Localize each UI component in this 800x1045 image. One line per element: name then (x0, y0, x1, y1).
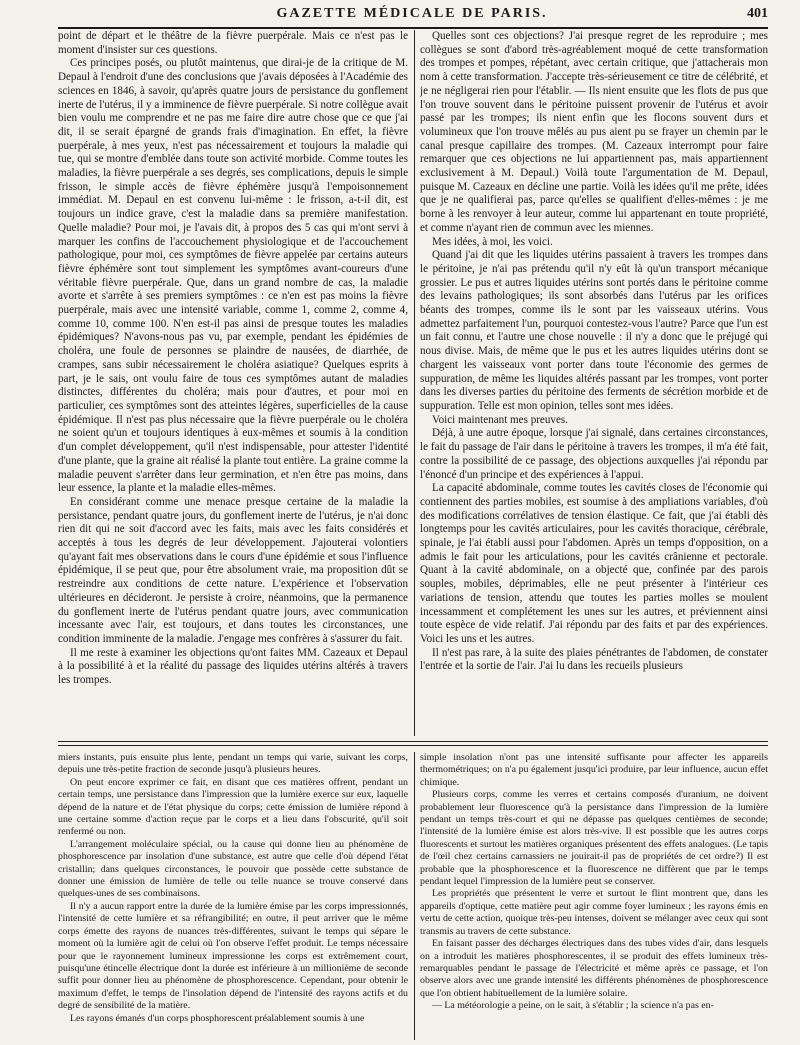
upper-left-column (58, 30, 408, 730)
paragraph: Les propriétés que présentent le verre et surtout le flint montrent que, dans les appareils d'optique, cette matière peut agir comme foyer lumineux ; les rayons émis en vertu de cette action, quoique très-peu intenses, doivent se mélanger avec ceux qui sont transmis au travers de cette substance. (420, 888, 768, 937)
paragraph: point de départ et le théâtre de la fièvre puerpérale. Mais ce n'est pas le moment d'insister sur ces questions. (58, 30, 408, 56)
journal-title: GAZETTE MÉDICALE DE PARIS. (276, 6, 548, 21)
paragraph: Il n'est pas rare, à la suite des plaies pénétrantes de l'abdomen, de constater l'entrée et la sortie de l'air. J'ai lu dans les recueils plusieurs (420, 646, 768, 673)
header-rule (58, 27, 768, 29)
paragraph: Quelles sont ces objections? J'ai presque regret de les reproduire ; mes collègues se sont d'abord très-agréablement moqué de cette transformation des trompes et pompes, répétant, avec certain critique, que j'attacherais mon nom à cette transformation. J'accepte très-sérieusement ce titre de célébrité, et je ne négligerai rien pour l'établir. — Ils nient ensuite que les flots de pus que l'on trouve souvent dans le péritoine puissent provenir de l'utérus et avoir passé par les trompes; ils nient enfin que les flocons souvent durs et volumineux que l'on trouve mêlés au pus aient pu se frayer un chemin par le canal presque capillaire des trompes. (M. Cazeaux interrompt pour faire remarquer que ces objections ne lui appartiennent pas, mais appartiennent exclusivement à M. Depaul.) Voilà toute l'argumentation de M. Depaul, puisque M. Cazeaux en décline une partie. Voilà les idées qu'il me prête, idées que je ne qualifierai pas, parce qu'elles se qualifient d'elles-mêmes : je me borne à les renvoyer à leur auteur, comme lui appartenant en toute propriété, et comme n'ayant rien de commun avec les miennes. (420, 30, 768, 234)
paragraph: Mes idées, à moi, les voici. (432, 235, 553, 248)
paragraph: La capacité abdominale, comme toutes les cavités closes de l'économie qui contiennent des parties mobiles, est soumise à des ampliations variables, d'où des modifications corrélatives de tension élastique. Ce fait, que j'ai établi dès longtemps pour les cavités articulaires, pour les cavités thoracique, cérébrale, spinale, je l'ai établi aussi pour l'abdomen. Après un temps d'opposition, on a admis le fait pour les articulations, pour les cavités crânienne et pectorale. Quant à la cavité abdominale, on a objecté que, confinée par des parois souples, mobiles, déprimables, elle ne peut présenter à l'intérieur ces variations de tension, attendu que toutes les parties molles se moulent incessamment et complétement les unes sur les autres, et préviennent ainsi toute espèce de vide relatif. J'ai répondu par des faits et par des expériences. Voici les uns et les autres. (420, 482, 768, 645)
paragraph: Ces principes posés, ou plutôt maintenus, que dirai-je de la critique de M. Depaul à l'endroit d'une des conclusions que j'avais déposées à l'Académie des sciences en 1846, à savoir, qu'après quatre jours de persistance du gonflement inerte de l'utérus, il y a imminence de fièvre puerpérale. Si notre collègue avait bien voulu me comprendre et ne pas me faire dire autre chose que ce que j'ai dit, il se serait épargné de grands frais d'imagination. En effet, la fièvre puerpérale, à mes yeux, n'est pas nécessairement et toujours la maladie qui tue, qui se montre d'emblée dans toute son activité morbide. Comme toutes les maladies, la fièvre puerpérale a ses degrés, ses complications, depuis le simple frisson, le simple accès de fièvre éphémère jusqu'à l'empoisonnement immédiat. M. Depaul en est convenu lui-même : le frisson, a-t-il dit, est toujours un indice grave, c'est la maladie dans sa première manifestation. Quelle maladie? Pour moi, je l'avais dit, à propos des 5 cas qui m'ont servi à marquer les confins de l'accouchement physiologique et de l'accouchement pathologique, pour moi, ces symptômes de fièvre appelée par certains auteurs fièvre éphémère sont tout simplement les symptômes avant-coureurs d'une véritable fièvre puerpérale. Que, dans un grand nombre de cas, la maladie avorte et s'arrête à ses premiers symptômes : ce n'en est pas moins la fièvre puerpérale, mais avec une intensité variable, comme 1, comme 2, comme 4, comme 10, comme 100. N'en est-il pas ainsi de presque toutes les maladies épidémiques? N'avons-nous pas vu, par exemple, pendant les épidémies de choléra, une foule de personnes se plaindre de nausées, de diarrhée, de crampes, sans subir nécessairement le choléra asiatique? Quelques esprits à part, je le sais, ont voulu faire de tous ces symptômes autant de maladies distinctes, différentes du choléra; mais pour d'autres, et pour moi en particulier, ces symptômes sont des atteintes légères, superficielles de la cause épidémique. Il n'est pas plus nécessaire que la fièvre puerpérale ou le choléra ne soient qu'un et toujours identiques à eux-mêmes et soumis à la condition d'un complet développement, qu'il n'est indispensable, pour attester l'identité d'une plante, que la graine ait réalisé la plante tout entière. La graine comme la maladie peuvent s'arrêter dans leur germination, et n'en être pas moins, dans leur essence, la plante et la maladie elles-mêmes. (58, 57, 408, 495)
paragraph: Quand j'ai dit que les liquides utérins passaient à travers les trompes dans le péritoine, je n'ai pas prétendu qu'il n'y eût là qu'un transport mécanique grossier. Le pus et autres liquides utérins sont portés dans le péritoine comme des levains pathologiques; ils sont absorbés dans l'utérus par les orifices béants des trompes, comme ils le sont par les vaisseaux utérins. Vous admettez parfaitement l'un, pourquoi contestez-vous l'autre? Parce que l'un est un fait connu, et l'autre une chose nouvelle : il n'y a donc que le préjugé qui nous divise. Mais, de même que le pus et les autres liquides utérins dont se chargent les vaisseaux vont porter dans toute l'économie des germes de suppuration, de même les liquides altérés passant par les trompes, vont porter dans les diverses parties du péritoine des ferments de sécrétion morbide et de suppuration. Telle est mon opinion, telles sont mes idées. (420, 249, 768, 412)
column-divider-lower (414, 752, 415, 1040)
paragraph: Il me reste à examiner les objections qu'ont faites MM. Cazeaux et Depaul à la possibilité à et la réalité du passage des liquides utérins altérés à travers les trompes. (58, 646, 408, 687)
column-divider-upper (414, 30, 415, 736)
paragraph: En faisant passer des décharges électriques dans des tubes vides d'air, dans lesquels on a introduit les matières phosphorescentes, il se produit des effets lumineux très-remarquables pendant le passage de l'électricité et même après ce passage, et l'on observe alors avec une grande intensité les différents phénomènes de phosphorescence que l'on obtient habituellement de la lumière solaire. (420, 938, 768, 999)
paragraph: Les rayons émanés d'un corps phosphorescent préalablement soumis à une (70, 1012, 365, 1024)
running-header (56, 4, 768, 26)
upper-right-column (420, 30, 768, 752)
paragraph: simple insolation n'ont pas une intensité suffisante pour affecter les appareils thermométriques; on n'a pu également jusqu'ici produire, par leur influence, aucun effet chimique. (420, 752, 768, 788)
paragraph: On peut encore exprimer ce fait, en disant que ces matières offrent, pendant un certain temps, une persistance dans l'impression que la lumière exerce sur eux, laquelle dépend de la nature et de l'état physique du corps; cette émission de lumière répond à une certaine somme d'action reçue par le corps et a lieu dans l'obscurité, qu'il soit renfermé ou non. (58, 776, 408, 838)
paragraph: Déjà, à une autre époque, lorsque j'ai signalé, dans certaines circonstances, le fait du passage de l'air dans le péritoine à travers les trompes, il m'a été fait, contre la possibilité de ce passage, des objections auxquelles j'ai répondu par l'énoncé d'un principe et des expériences à l'appui. (420, 427, 768, 481)
paragraph: miers instants, puis ensuite plus lente, pendant un temps qui varie, suivant les corps, depuis une très-petite fraction de seconde jusqu'à plusieurs heures. (58, 752, 408, 776)
paragraph: Il n'y a aucun rapport entre la durée de la lumière émise par les corps impressionnés, l'intensité de cette lumière et sa réfrangibilité; en outre, il peut arriver que le même corps émette des rayons de nuances très-différentes, suivant le temps qui sépare le moment où la lumière agit de celui où l'on observe l'effet produit. Le temps nécessaire pour que le rayonnement lumineux impressionne les corps est extrêmement court, puisqu'une étincelle électrique dont la durée est inférieure à un millionième de seconde suffit pour donner lieu au phénomène de phosphorescence. Cependant, pour obtenir le maximum d'effet, le temps de l'insolation dépend de l'intensité des rayons actifs et du degré de sensibilité de la matière. (58, 900, 408, 1012)
paragraph: En considérant comme une menace presque certaine de la maladie la persistance, pendant quatre jours, du gonflement inerte de l'utérus, je n'ai donc rien dit qui ne soit d'accord avec les faits, mais avec les faits considérés et acceptés à tous les degrés de leur développement. J'ajouterai volontiers qu'ayant fait mes observations dans le cours d'une épidémie et sous l'influence épidémique, il se peut que, pour être absolument vraie, ma proposition dût se restreindre aux conditions de cette nature. L'expérience et l'observation ultérieures en décideront. Je persiste à croire, néanmoins, que la permanence du gonflement inerte de l'utérus pendant quatre jours, avec communication incessante avec l'air, est toujours, et dans toutes les circonstances, une condition imminente de la maladie. J'engage mes confrères à s'assurer du fait. (58, 495, 408, 645)
paragraph: — La météorologie a peine, on le sait, à s'établir ; la science n'a pas en- (432, 1000, 714, 1012)
paragraph: L'arrangement moléculaire spécial, ou la cause qui donne lieu au phénomène de phosphorescence par insolation d'une substance, est autre que celle d'où dépend l'état cristallin; dans quelques circonstances, le pouvoir que possède cette substance de donner une émission de lumière de telle ou telle nuance se trouve conservé dans quelques-unes de ses combinaisons. (58, 838, 408, 900)
page-number: 401 (747, 6, 768, 21)
paragraph: Plusieurs corps, comme les verres et certains composés d'uranium, ne doivent probablement leur fluorescence qu'à la persistance dans l'impression de la lumière pendant un temps très-court et qui ne dépasse pas quelques centièmes de seconde; l'intensité de la lumière émise est alors très-vive. Il est possible que les autres corps fluorescents et surtout les matières organiques présentent des effets analogues. (Le tapis de l'œil chez certains carnassiers ne jouirait-il pas de propriétés de cet ordre?) Il est probable que la phosphorescence et la fluorescence ne diffèrent que par le temps pendant lequel l'impression de la lumière peut se conserver. (420, 789, 768, 888)
lower-left-column (58, 752, 408, 1040)
lower-right-column (420, 752, 768, 1040)
paragraph: Voici maintenant mes preuves. (432, 413, 568, 426)
